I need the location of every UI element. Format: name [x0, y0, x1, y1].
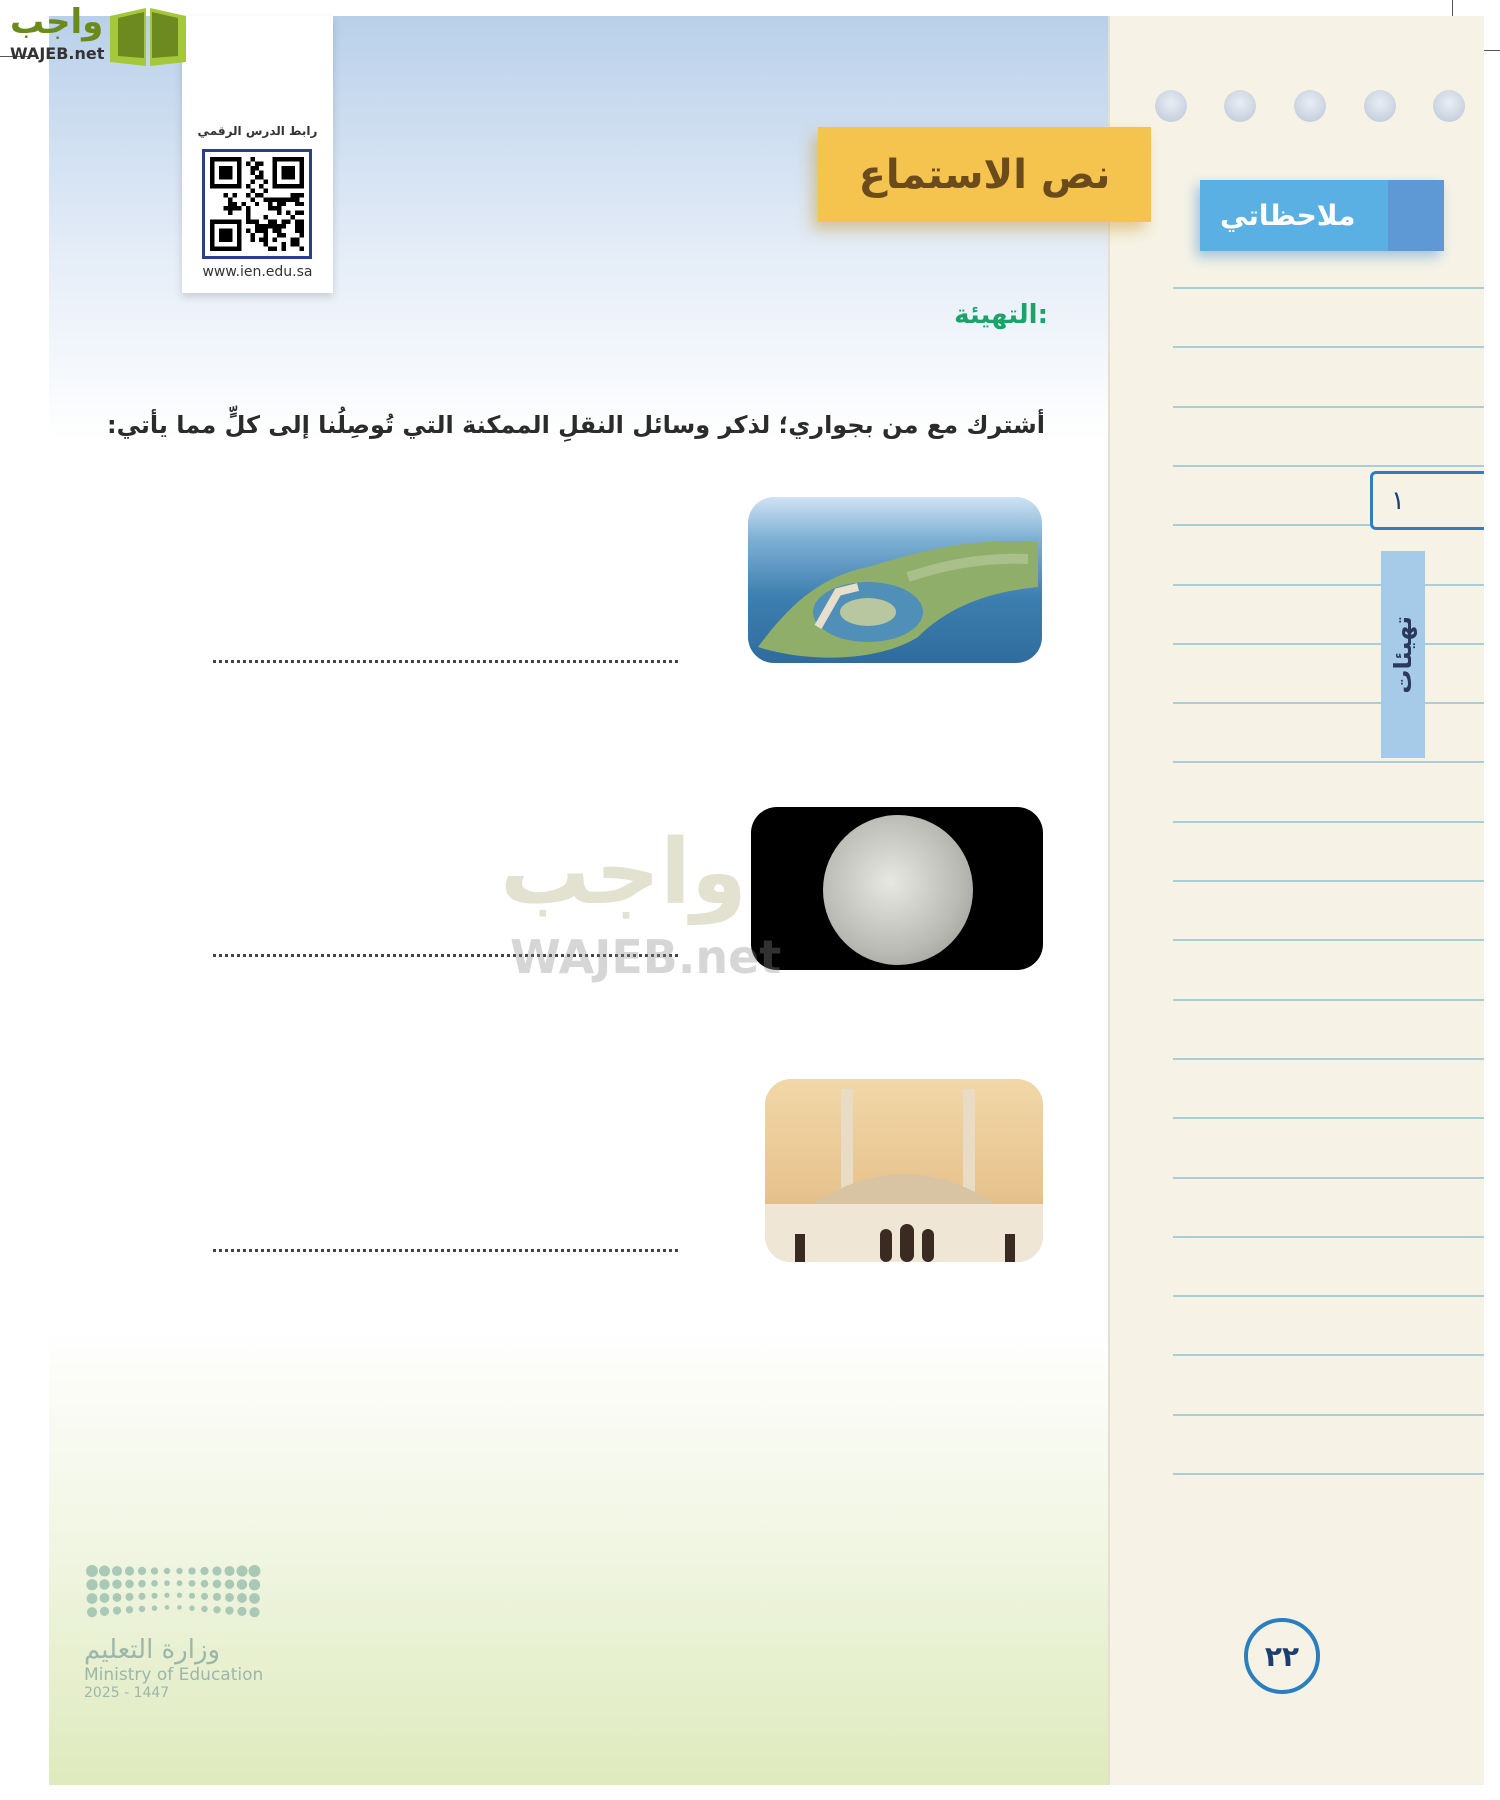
moon-icon	[823, 815, 973, 965]
ruled-line	[1173, 702, 1484, 704]
qr-label: رابط الدرس الرقمي	[197, 124, 318, 138]
notes-heading: ملاحظاتي	[1200, 180, 1444, 251]
book-icon	[108, 4, 188, 66]
qr-card	[182, 16, 333, 293]
ruled-line	[1173, 346, 1484, 348]
ministry-logo	[84, 1563, 274, 1701]
unit-tab: ١	[1370, 471, 1484, 530]
answer-line-2[interactable]	[213, 954, 678, 957]
binder-hole	[1294, 90, 1326, 122]
ruled-line	[1173, 1295, 1484, 1297]
warmup-label: التهيئة:	[954, 300, 1048, 330]
ruled-line	[1173, 761, 1484, 763]
ministry-english: Ministry of Education	[84, 1665, 264, 1685]
notes-column	[1108, 16, 1484, 1785]
section-ribbon-label: تهيئات	[1389, 615, 1417, 694]
ruled-line	[1173, 1177, 1484, 1179]
logo-arabic: واجب	[10, 2, 104, 42]
instruction-text: أشترك مع من بجواري؛ لذكر وسائل النقلِ الممكنة التي تُوصِلُنا إلى كلٍّ مما يأتي:	[106, 411, 1045, 439]
ruled-line	[1173, 643, 1484, 645]
watermark-arabic: واجب	[500, 820, 747, 925]
ruled-line	[1173, 287, 1484, 289]
mosque-image	[765, 1079, 1043, 1262]
binder-hole	[1433, 90, 1465, 122]
ruled-line	[1173, 1414, 1484, 1416]
answer-line-1[interactable]	[213, 660, 678, 663]
ministry-emblem-icon	[84, 1563, 264, 1625]
ruled-line	[1173, 999, 1484, 1001]
ruled-line	[1173, 584, 1484, 586]
ruled-line	[1173, 1354, 1484, 1356]
ruled-line	[1173, 1117, 1484, 1119]
lesson-title: نص الاستماع	[818, 127, 1151, 222]
watermark-latin: WAJEB.net	[510, 930, 782, 984]
ruled-line	[1173, 939, 1484, 941]
moon-image	[751, 807, 1043, 970]
binder-hole	[1155, 90, 1187, 122]
page-number: ٢٢	[1244, 1618, 1320, 1694]
section-ribbon	[1381, 551, 1425, 758]
ruled-line	[1173, 1473, 1484, 1475]
ruled-line	[1173, 1236, 1484, 1238]
binder-hole	[1364, 90, 1396, 122]
binder-hole	[1224, 90, 1256, 122]
ruled-line	[1173, 406, 1484, 408]
qr-code-icon[interactable]	[202, 149, 312, 259]
ministry-arabic: وزارة التعليم	[84, 1635, 221, 1665]
ruled-line	[1173, 1058, 1484, 1060]
qr-url[interactable]: www.ien.edu.sa	[202, 264, 313, 280]
ministry-year: 2025 - 1447	[84, 1685, 170, 1701]
ruled-line	[1173, 880, 1484, 882]
island-image	[748, 497, 1042, 663]
ruled-line	[1173, 465, 1484, 467]
answer-line-3[interactable]	[213, 1249, 678, 1252]
logo-latin: WAJEB.net	[10, 44, 105, 63]
ruled-line	[1173, 821, 1484, 823]
wajeb-logo	[0, 0, 190, 67]
